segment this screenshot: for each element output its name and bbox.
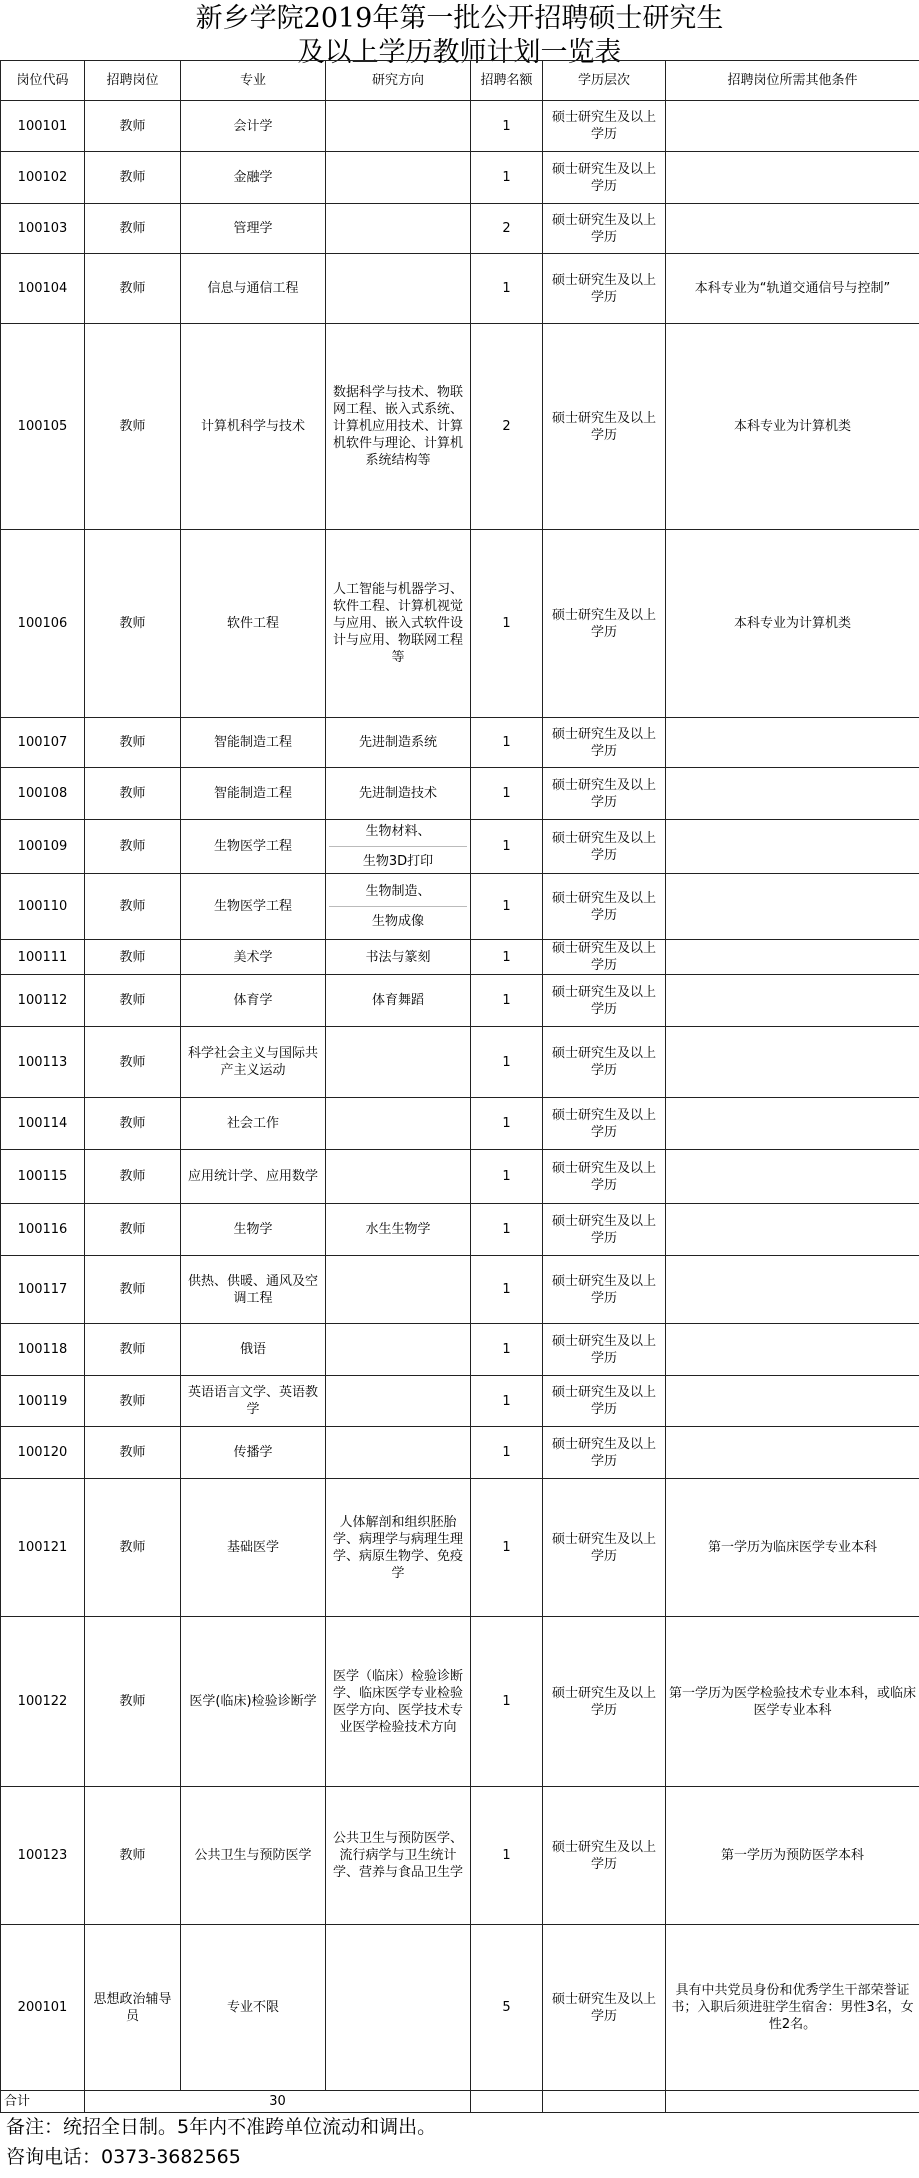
cell-major: 生物学	[181, 1204, 326, 1256]
title-line-2: 及以上学历教师计划一览表	[297, 37, 622, 68]
table-row	[1, 204, 919, 254]
cell-direction	[326, 1925, 471, 2091]
table-row	[1, 152, 919, 204]
cell-direction	[326, 1256, 471, 1324]
table-header-row	[1, 61, 919, 101]
cell-count: 1	[471, 1027, 543, 1098]
cell-major: 英语语言文学、英语教学	[181, 1376, 326, 1427]
header-count: 招聘名额	[471, 61, 543, 101]
cell-major: 科学社会主义与国际共产主义运动	[181, 1027, 326, 1098]
cell-conditions	[666, 1098, 919, 1150]
cell-code: 100101	[1, 101, 85, 152]
table-row	[1, 1150, 919, 1204]
table-row	[1, 940, 919, 975]
cell-code: 100122	[1, 1617, 85, 1787]
cell-conditions	[666, 1427, 919, 1479]
cell-code: 100123	[1, 1787, 85, 1925]
notes	[6, 2112, 436, 2172]
cell-post: 思想政治辅导员	[85, 1925, 181, 2091]
cell-code: 100108	[1, 768, 85, 820]
cell-conditions: 本科专业为“轨道交通信号与控制”	[666, 254, 919, 324]
cell-education: 硕士研究生及以上学历	[543, 975, 666, 1027]
cell-conditions	[666, 1204, 919, 1256]
cell-post: 教师	[85, 718, 181, 768]
cell-major: 专业不限	[181, 1925, 326, 2091]
cell-conditions	[666, 152, 919, 204]
cell-conditions: 具有中共党员身份和优秀学生干部荣誉证书；入职后须进驻学生宿舍：男性3名，女性2名。	[666, 1925, 919, 2091]
cell-direction: 数据科学与技术、物联网工程、嵌入式系统、计算机应用技术、计算机软件与理论、计算机系统结构等	[326, 324, 471, 530]
table-row	[1, 1098, 919, 1150]
cell-post: 教师	[85, 1376, 181, 1427]
table-row	[1, 1256, 919, 1324]
cell-education: 硕士研究生及以上学历	[543, 940, 666, 975]
cell-post: 教师	[85, 975, 181, 1027]
cell-post: 教师	[85, 1479, 181, 1617]
cell-code: 100119	[1, 1376, 85, 1427]
cell-education: 硕士研究生及以上学历	[543, 1256, 666, 1324]
table-row	[1, 1617, 919, 1787]
cell-count: 1	[471, 1617, 543, 1787]
cell-major: 管理学	[181, 204, 326, 254]
cell-code: 100112	[1, 975, 85, 1027]
cell-post: 教师	[85, 254, 181, 324]
table-row	[1, 1787, 919, 1925]
note-line-1: 备注：统招全日制。5年内不准跨单位流动和调出。	[6, 2116, 437, 2138]
cell-education: 硕士研究生及以上学历	[543, 101, 666, 152]
table-row	[1, 1427, 919, 1479]
cell-education: 硕士研究生及以上学历	[543, 1787, 666, 1925]
table-row	[1, 1376, 919, 1427]
cell-count: 1	[471, 768, 543, 820]
cell-conditions	[666, 1256, 919, 1324]
cell-direction	[326, 1427, 471, 1479]
cell-major: 智能制造工程	[181, 768, 326, 820]
cell-education: 硕士研究生及以上学历	[543, 254, 666, 324]
total-row	[1, 2091, 919, 2113]
cell-direction	[326, 1098, 471, 1150]
cell-major: 社会工作	[181, 1098, 326, 1150]
cell-conditions	[666, 1150, 919, 1204]
total-empty-cond	[666, 2091, 919, 2113]
cell-post: 教师	[85, 1256, 181, 1324]
cell-education: 硕士研究生及以上学历	[543, 152, 666, 204]
cell-count: 1	[471, 1204, 543, 1256]
cell-major: 俄语	[181, 1324, 326, 1376]
cell-code: 100104	[1, 254, 85, 324]
table-row	[1, 718, 919, 768]
total-empty-edu	[543, 2091, 666, 2113]
cell-education: 硕士研究生及以上学历	[543, 874, 666, 940]
cell-code: 100114	[1, 1098, 85, 1150]
cell-count: 1	[471, 152, 543, 204]
cell-count: 1	[471, 1150, 543, 1204]
title-line-1: 新乡学院2019年第一批公开招聘硕士研究生	[195, 3, 724, 34]
cell-education: 硕士研究生及以上学历	[543, 820, 666, 874]
cell-post: 教师	[85, 874, 181, 940]
table-row	[1, 324, 919, 530]
cell-post: 教师	[85, 1027, 181, 1098]
cell-education: 硕士研究生及以上学历	[543, 324, 666, 530]
cell-post: 教师	[85, 1617, 181, 1787]
cell-direction: 公共卫生与预防医学、流行病学与卫生统计学、营养与食品卫生学	[326, 1787, 471, 1925]
cell-post: 教师	[85, 1150, 181, 1204]
cell-education: 硕士研究生及以上学历	[543, 1427, 666, 1479]
cell-education: 硕士研究生及以上学历	[543, 1204, 666, 1256]
cell-direction	[326, 204, 471, 254]
cell-post: 教师	[85, 1204, 181, 1256]
cell-major: 供热、供暖、通风及空调工程	[181, 1256, 326, 1324]
cell-conditions	[666, 204, 919, 254]
cell-code: 100107	[1, 718, 85, 768]
cell-direction	[326, 1027, 471, 1098]
cell-code: 100109	[1, 820, 85, 874]
cell-major: 会计学	[181, 101, 326, 152]
cell-major: 信息与通信工程	[181, 254, 326, 324]
cell-direction	[326, 820, 471, 874]
cell-direction	[326, 1324, 471, 1376]
cell-count: 1	[471, 1479, 543, 1617]
cell-direction: 书法与篆刻	[326, 940, 471, 975]
cell-code: 100105	[1, 324, 85, 530]
cell-count: 1	[471, 530, 543, 718]
cell-count: 2	[471, 324, 543, 530]
cell-conditions	[666, 101, 919, 152]
cell-post: 教师	[85, 152, 181, 204]
cell-direction	[326, 1150, 471, 1204]
cell-major: 金融学	[181, 152, 326, 204]
cell-post: 教师	[85, 530, 181, 718]
cell-education: 硕士研究生及以上学历	[543, 204, 666, 254]
cell-count: 1	[471, 1324, 543, 1376]
table-row	[1, 1479, 919, 1617]
cell-count: 1	[471, 1256, 543, 1324]
table-row	[1, 874, 919, 940]
recruitment-table	[0, 60, 919, 2113]
note-line-2: 咨询电话：0373-3682565	[6, 2146, 241, 2168]
cell-major: 传播学	[181, 1427, 326, 1479]
table-row	[1, 1324, 919, 1376]
cell-code: 200101	[1, 1925, 85, 2091]
cell-code: 100116	[1, 1204, 85, 1256]
cell-conditions	[666, 1027, 919, 1098]
header-post: 招聘岗位	[85, 61, 181, 101]
direction-line: 生物材料、	[365, 824, 431, 839]
cell-code: 100120	[1, 1427, 85, 1479]
cell-conditions	[666, 820, 919, 874]
direction-line: 生物成像	[329, 906, 467, 930]
cell-post: 教师	[85, 1324, 181, 1376]
total-value: 30	[85, 2091, 471, 2113]
cell-education: 硕士研究生及以上学历	[543, 768, 666, 820]
cell-direction	[326, 254, 471, 324]
cell-direction: 人体解剖和组织胚胎学、病理学与病理生理学、病原生物学、免疫学	[326, 1479, 471, 1617]
cell-post: 教师	[85, 1427, 181, 1479]
cell-education: 硕士研究生及以上学历	[543, 1098, 666, 1150]
cell-education: 硕士研究生及以上学历	[543, 1479, 666, 1617]
cell-direction: 水生生物学	[326, 1204, 471, 1256]
table-row	[1, 820, 919, 874]
cell-direction	[326, 1376, 471, 1427]
cell-education: 硕士研究生及以上学历	[543, 1376, 666, 1427]
cell-count: 1	[471, 1376, 543, 1427]
table-row	[1, 1204, 919, 1256]
cell-post: 教师	[85, 101, 181, 152]
cell-conditions: 第一学历为预防医学本科	[666, 1787, 919, 1925]
cell-direction: 先进制造系统	[326, 718, 471, 768]
cell-conditions: 本科专业为计算机类	[666, 324, 919, 530]
cell-education: 硕士研究生及以上学历	[543, 1324, 666, 1376]
cell-direction: 人工智能与机器学习、软件工程、计算机视觉与应用、嵌入式软件设计与应用、物联网工程等	[326, 530, 471, 718]
cell-education: 硕士研究生及以上学历	[543, 530, 666, 718]
cell-code: 100118	[1, 1324, 85, 1376]
cell-education: 硕士研究生及以上学历	[543, 1617, 666, 1787]
cell-major: 基础医学	[181, 1479, 326, 1617]
cell-code: 100121	[1, 1479, 85, 1617]
cell-post: 教师	[85, 820, 181, 874]
cell-major: 生物医学工程	[181, 820, 326, 874]
cell-post: 教师	[85, 1098, 181, 1150]
cell-conditions	[666, 718, 919, 768]
table-row	[1, 101, 919, 152]
cell-count: 1	[471, 1427, 543, 1479]
table-row	[1, 1925, 919, 2091]
cell-code: 100117	[1, 1256, 85, 1324]
cell-code: 100106	[1, 530, 85, 718]
header-conditions: 招聘岗位所需其他条件	[666, 61, 919, 101]
table-row	[1, 530, 919, 718]
table-row	[1, 254, 919, 324]
cell-conditions: 本科专业为计算机类	[666, 530, 919, 718]
cell-major: 生物医学工程	[181, 874, 326, 940]
cell-education: 硕士研究生及以上学历	[543, 1027, 666, 1098]
table-row	[1, 975, 919, 1027]
cell-post: 教师	[85, 324, 181, 530]
direction-line: 生物制造、	[365, 884, 431, 899]
cell-count: 5	[471, 1925, 543, 2091]
cell-conditions	[666, 940, 919, 975]
cell-post: 教师	[85, 940, 181, 975]
cell-education: 硕士研究生及以上学历	[543, 1150, 666, 1204]
cell-education: 硕士研究生及以上学历	[543, 718, 666, 768]
header-code: 岗位代码	[1, 61, 85, 101]
cell-direction	[326, 101, 471, 152]
cell-education: 硕士研究生及以上学历	[543, 1925, 666, 2091]
total-empty-count	[471, 2091, 543, 2113]
cell-major: 应用统计学、应用数学	[181, 1150, 326, 1204]
cell-count: 1	[471, 1098, 543, 1150]
cell-count: 1	[471, 874, 543, 940]
direction-line: 生物3D打印	[329, 846, 467, 870]
cell-direction: 先进制造技术	[326, 768, 471, 820]
cell-post: 教师	[85, 204, 181, 254]
cell-code: 100110	[1, 874, 85, 940]
cell-code: 100103	[1, 204, 85, 254]
cell-major: 公共卫生与预防医学	[181, 1787, 326, 1925]
cell-count: 1	[471, 101, 543, 152]
cell-conditions	[666, 768, 919, 820]
total-label: 合计	[1, 2091, 85, 2113]
cell-conditions: 第一学历为临床医学专业本科	[666, 1479, 919, 1617]
cell-code: 100113	[1, 1027, 85, 1098]
cell-conditions	[666, 1376, 919, 1427]
cell-conditions: 第一学历为医学检验技术专业本科，或临床医学专业本科	[666, 1617, 919, 1787]
table-row	[1, 768, 919, 820]
cell-direction: 医学（临床）检验诊断学、临床医学专业检验医学方向、医学技术专业医学检验技术方向	[326, 1617, 471, 1787]
cell-direction: 体育舞蹈	[326, 975, 471, 1027]
cell-count: 2	[471, 204, 543, 254]
cell-count: 1	[471, 718, 543, 768]
cell-major: 计算机科学与技术	[181, 324, 326, 530]
cell-count: 1	[471, 940, 543, 975]
cell-count: 1	[471, 1787, 543, 1925]
cell-major: 智能制造工程	[181, 718, 326, 768]
cell-count: 1	[471, 975, 543, 1027]
cell-major: 体育学	[181, 975, 326, 1027]
cell-conditions	[666, 874, 919, 940]
header-direction: 研究方向	[326, 61, 471, 101]
cell-code: 100115	[1, 1150, 85, 1204]
cell-post: 教师	[85, 768, 181, 820]
cell-code: 100111	[1, 940, 85, 975]
header-education: 学历层次	[543, 61, 666, 101]
header-major: 专业	[181, 61, 326, 101]
cell-count: 1	[471, 820, 543, 874]
cell-direction	[326, 152, 471, 204]
cell-conditions	[666, 1324, 919, 1376]
cell-conditions	[666, 975, 919, 1027]
cell-count: 1	[471, 254, 543, 324]
cell-major: 美术学	[181, 940, 326, 975]
cell-major: 医学(临床)检验诊断学	[181, 1617, 326, 1787]
cell-direction	[326, 874, 471, 940]
cell-major: 软件工程	[181, 530, 326, 718]
cell-code: 100102	[1, 152, 85, 204]
cell-post: 教师	[85, 1787, 181, 1925]
table-row	[1, 1027, 919, 1098]
